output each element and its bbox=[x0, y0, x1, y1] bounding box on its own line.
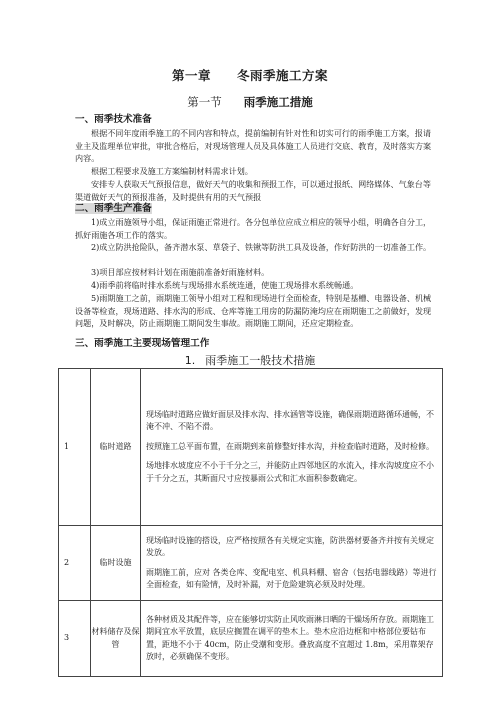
paragraph: 安排专人获取天气预报信息，做好天气的收集和预报工作，可以通过报纸、网络媒体、气象台等渠道做好天气的预报准备，及时提供有用的天气预报 bbox=[75, 179, 431, 202]
chapter-name: 冬雨季施工方案 bbox=[237, 68, 329, 83]
heading-production-preparation-text: 二、雨季生产准备 bbox=[75, 203, 152, 214]
row-content bbox=[141, 369, 443, 526]
paragraph: 4)雨季前将临时排水系统与现场排水系统连通，使施工现场排水系统畅通。 bbox=[91, 280, 359, 290]
table-title bbox=[0, 352, 500, 368]
table-row bbox=[59, 601, 443, 677]
row-number: 3 bbox=[59, 601, 91, 677]
content-paragraph: 各种材质及其配件等，应在能够切实防止风吹雨淋日晒的干燥场所存放。雨期施工期间宜水平放置，底层应搁置在调平的垫木上。垫木应沿边框和中格部位要钻布置，距地不小于 40cm，防止受潮和变形。叠放高度不宜超过 1.8m，采用靠架存放时，必须确保不变形。 bbox=[146, 614, 434, 661]
table-row bbox=[59, 526, 443, 601]
heading-production-preparation bbox=[75, 203, 152, 215]
row-name: 临时道路 bbox=[91, 369, 141, 526]
measures-table bbox=[58, 368, 443, 677]
section-number: 第一节 bbox=[187, 95, 222, 109]
content-paragraph: 场地排水坡度应不小于千分之三，并能防止四邻地区的水流入，排水沟坡度应不小于千分之五，其断面尺寸应按暴雨公式和汇水面积参数确定。 bbox=[146, 461, 434, 483]
content-paragraph: 现场临时设施的搭设，应严格按照各有关规定实施，防洪器材要备齐并按有关规定发放。 bbox=[146, 535, 434, 558]
table-title-text: 雨季施工一般技术措施 bbox=[205, 354, 316, 367]
section-title bbox=[0, 94, 500, 110]
chapter-title bbox=[0, 66, 500, 84]
row-number: 2 bbox=[59, 526, 91, 601]
row-name: 材料储存及保管 bbox=[91, 601, 141, 677]
paragraph: 根据不同年度雨季施工的不同内容和特点，提前编制有针对性和切实可行的雨季施工方案，报请业主及监理单位审批，审批合格后，对现场管理人员及具体施工人员进行交底、教育，及时落实方案内容。 bbox=[75, 128, 432, 164]
row-content bbox=[141, 601, 443, 677]
paragraph: 根据工程要求及施工方案编制材料需求计划。 bbox=[91, 166, 253, 176]
row-name: 临时设施 bbox=[91, 526, 141, 601]
row-content bbox=[141, 526, 443, 601]
table-title-number: 1. bbox=[184, 354, 196, 367]
row-number: 1 bbox=[59, 369, 91, 526]
paragraph: 3)项目部应按材料计划在雨施前准备好雨施材料。 bbox=[91, 267, 270, 277]
heading-site-management: 三、雨季施工主要现场管理工作 bbox=[75, 338, 210, 349]
paragraph: 2)成立防洪抢险队，备齐潜水泵、草袋子、铁锹等防洪工具及设备，作好防洪的一切准备工作。 bbox=[91, 242, 432, 252]
paragraph: 1)成立雨施领导小组，保证雨施正常进行。各分包单位应成立相应的领导小组，明确各自分工，抓好雨施各项工作的落实。 bbox=[75, 217, 432, 240]
content-paragraph: 现场临时道路应做好面层及排水沟、排水涵管等设施，确保雨期道路循环通畅，不淹不冲、不陷不滑。 bbox=[146, 409, 434, 432]
content-paragraph: 雨期施工前，应对 各类仓库、变配电室、机具料棚、宿舍（包括电器线路）等进行全面检查，如有险情，及时补漏，对于危险建筑必须及时处理。 bbox=[146, 567, 437, 589]
chapter-number: 第一章 bbox=[171, 68, 211, 83]
heading-technical-preparation: 一、雨季技术准备 bbox=[75, 114, 152, 125]
content-paragraph: 按照施工总平面布置，在雨期到来前修整好排水沟，并检查临时道路，及时检修。 bbox=[146, 441, 434, 451]
paragraph: 5)雨期施工之前，雨期施工领导小组对工程和现场进行全面检查，特别是基槽、电器设备、机械设备等检查，现场道路、排水沟的形成、仓库等施工用房的防漏防淹均应在雨期施工之前做好，发现问题，及时解决，防止雨期施工期间发生事故。雨期施工期间，还应定期检查。 bbox=[75, 293, 432, 329]
table-row bbox=[59, 369, 443, 526]
section-name: 雨季施工措施 bbox=[243, 95, 313, 109]
